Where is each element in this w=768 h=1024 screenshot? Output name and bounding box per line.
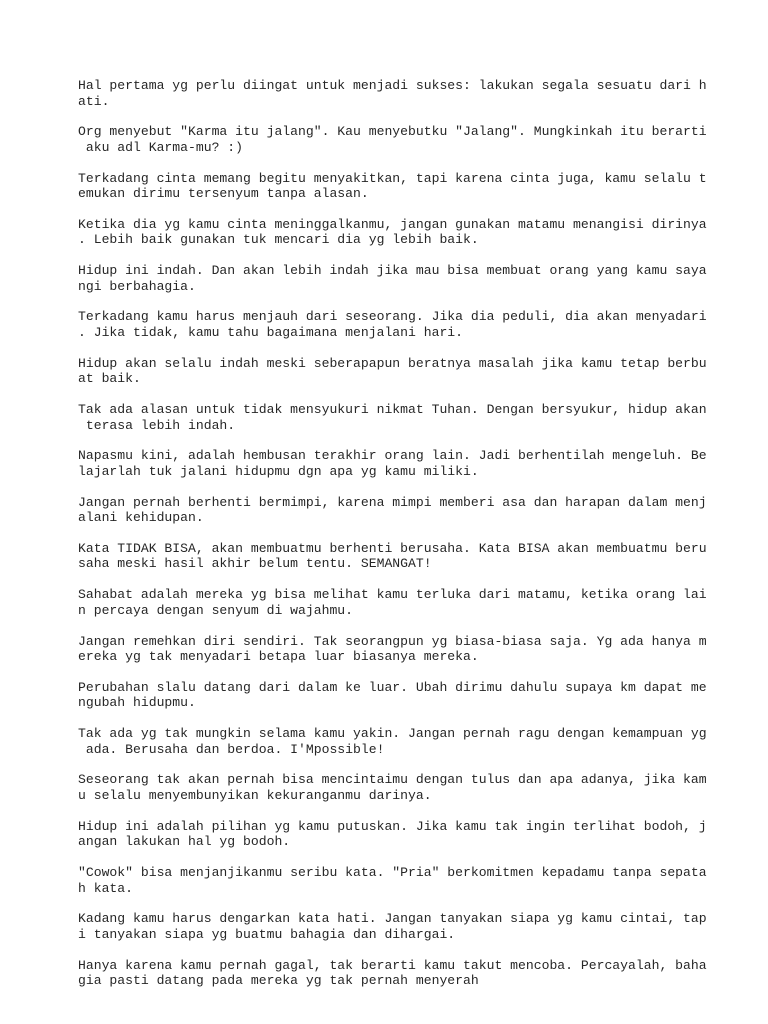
text-line: ngi berbahagia. bbox=[78, 278, 196, 294]
paragraph bbox=[78, 819, 718, 850]
document-body bbox=[78, 78, 718, 1004]
text-line: Jangan pernah berhenti bermimpi, karena mimpi memberi asa dan harapan dalam menj bbox=[78, 494, 707, 510]
text-line: Tak ada yg tak mungkin selama kamu yakin. Jangan pernah ragu dengan kemampuan yg bbox=[78, 726, 707, 742]
paragraph bbox=[78, 495, 718, 526]
text-line: Sahabat adalah mereka yg bisa melihat kamu terluka dari matamu, ketika orang lai bbox=[78, 587, 707, 603]
text-line: Perubahan slalu datang dari dalam ke luar. Ubah dirimu dahulu supaya km dapat me bbox=[78, 679, 707, 695]
paragraph bbox=[78, 726, 718, 757]
paragraph bbox=[78, 356, 718, 387]
text-line: terasa lebih indah. bbox=[78, 417, 236, 433]
text-line: Jangan remehkan diri sendiri. Tak seorangpun yg biasa-biasa saja. Yg ada hanya m bbox=[78, 633, 707, 649]
text-line: ngubah hidupmu. bbox=[78, 695, 196, 711]
paragraph bbox=[78, 124, 718, 155]
paragraph bbox=[78, 772, 718, 803]
text-line: Hidup ini indah. Dan akan lebih indah jika mau bisa membuat orang yang kamu saya bbox=[78, 263, 707, 279]
text-line: u selalu menyembunyikan kekuranganmu darinya. bbox=[78, 787, 432, 803]
text-line: Ketika dia yg kamu cinta meninggalkanmu, jangan gunakan matamu menangisi dirinya bbox=[78, 216, 707, 232]
text-line: gia pasti datang pada mereka yg tak pernah menyerah bbox=[78, 973, 479, 989]
paragraph bbox=[78, 309, 718, 340]
paragraph bbox=[78, 865, 718, 896]
text-line: Hal pertama yg perlu diingat untuk menjadi sukses: lakukan segala sesuatu dari h bbox=[78, 78, 707, 93]
text-line: ada. Berusaha dan berdoa. I'Mpossible! bbox=[78, 741, 385, 757]
paragraph bbox=[78, 217, 718, 248]
text-line: Kata TIDAK BISA, akan membuatmu berhenti berusaha. Kata BISA akan membuatmu beru bbox=[78, 540, 707, 556]
text-line: Terkadang kamu harus menjauh dari seseorang. Jika dia peduli, dia akan menyadari bbox=[78, 309, 707, 325]
text-line: aku adl Karma-mu? :) bbox=[78, 139, 244, 155]
text-line: at baik. bbox=[78, 371, 141, 387]
text-line: alani kehidupan. bbox=[78, 510, 204, 526]
paragraph bbox=[78, 171, 718, 202]
text-line: ereka yg tak menyadari betapa luar biasanya mereka. bbox=[78, 649, 479, 665]
paragraph bbox=[78, 634, 718, 665]
text-line: Kadang kamu harus dengarkan kata hati. Jangan tanyakan siapa yg kamu cintai, tap bbox=[78, 911, 707, 927]
text-line: "Cowok" bisa menjanjikanmu seribu kata. "Pria" berkomitmen kepadamu tanpa sepata bbox=[78, 865, 707, 881]
text-line: lajarlah tuk jalani hidupmu dgn apa yg kamu miliki. bbox=[78, 463, 479, 479]
text-line: Hidup ini adalah pilihan yg kamu putuskan. Jika kamu tak ingin terlihat bodoh, j bbox=[78, 818, 707, 834]
text-line: saha meski hasil akhir belum tentu. SEMANGAT! bbox=[78, 556, 432, 572]
text-line: emukan dirimu tersenyum tanpa alasan. bbox=[78, 186, 369, 202]
text-line: Napasmu kini, adalah hembusan terakhir orang lain. Jadi berhentilah mengeluh. Be bbox=[78, 448, 707, 464]
paragraph bbox=[78, 958, 718, 989]
text-line: Org menyebut "Karma itu jalang". Kau menyebutku "Jalang". Mungkinkah itu berarti bbox=[78, 124, 707, 140]
text-line: ati. bbox=[78, 93, 110, 109]
text-line: Hidup akan selalu indah meski seberapapun beratnya masalah jika kamu tetap berbu bbox=[78, 355, 707, 371]
text-line: . Jika tidak, kamu tahu bagaimana menjalani hari. bbox=[78, 324, 464, 340]
text-line: Seseorang tak akan pernah bisa mencintaimu dengan tulus dan apa adanya, jika kam bbox=[78, 772, 707, 788]
paragraph bbox=[78, 402, 718, 433]
paragraph bbox=[78, 78, 718, 109]
text-line: i tanyakan siapa yg buatmu bahagia dan dihargai. bbox=[78, 926, 456, 942]
text-line: angan lakukan hal yg bodoh. bbox=[78, 834, 291, 850]
text-line: Terkadang cinta memang begitu menyakitkan, tapi karena cinta juga, kamu selalu t bbox=[78, 170, 707, 186]
text-line: Tak ada alasan untuk tidak mensyukuri nikmat Tuhan. Dengan bersyukur, hidup akan bbox=[78, 402, 707, 418]
text-line: h kata. bbox=[78, 880, 134, 896]
text-line: Hanya karena kamu pernah gagal, tak berarti kamu takut mencoba. Percayalah, baha bbox=[78, 957, 707, 973]
text-line: . Lebih baik gunakan tuk mencari dia yg lebih baik. bbox=[78, 232, 479, 248]
text-line: n percaya dengan senyum di wajahmu. bbox=[78, 602, 354, 618]
paragraph bbox=[78, 911, 718, 942]
paragraph bbox=[78, 541, 718, 572]
paragraph bbox=[78, 263, 718, 294]
paragraph bbox=[78, 587, 718, 618]
paragraph bbox=[78, 680, 718, 711]
paragraph bbox=[78, 448, 718, 479]
